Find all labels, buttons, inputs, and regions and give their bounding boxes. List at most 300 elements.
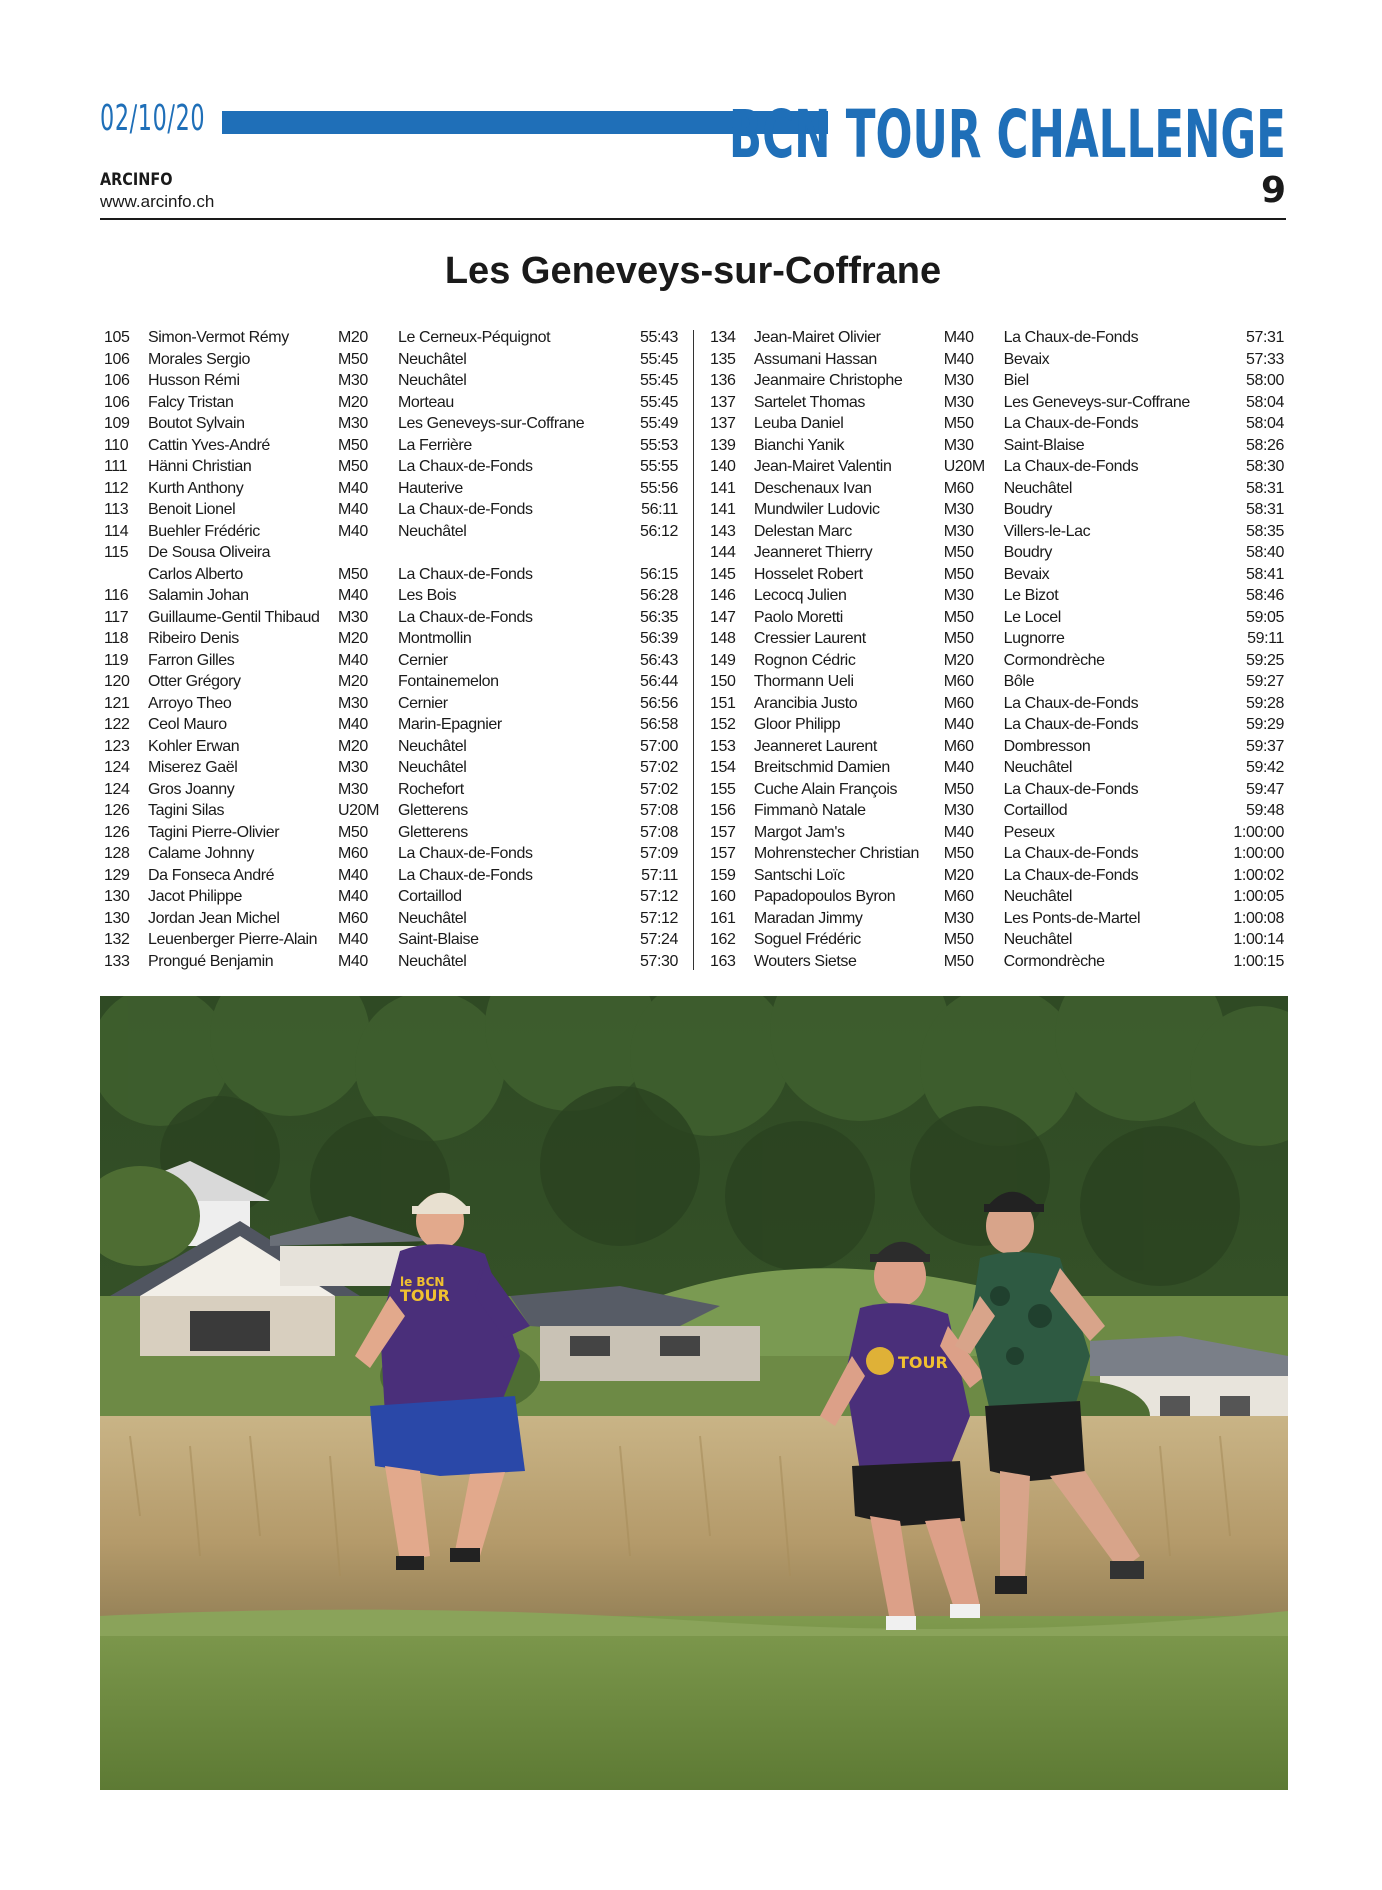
result-time: 58:30 (1245, 458, 1284, 475)
result-category: M40 (943, 823, 974, 841)
result-row (104, 392, 678, 414)
result-category: M30 (943, 501, 974, 518)
result-row (104, 327, 678, 349)
result-row (710, 327, 1284, 349)
result-time: 57:09 (639, 845, 678, 862)
result-category: M60 (943, 694, 974, 712)
section-title: BCN TOUR CHALLENGE (729, 96, 1286, 173)
result-row (104, 714, 678, 736)
result-time: 1:00:15 (1233, 952, 1284, 970)
result-city: Peseux (1003, 823, 1055, 841)
result-rank: 106 (104, 393, 130, 411)
result-row (104, 521, 678, 543)
result-name: Guillaume-Gentil Thibaud (148, 608, 320, 626)
result-rank: 136 (710, 372, 736, 389)
result-rank: 147 (710, 608, 736, 626)
result-row (710, 413, 1284, 435)
result-city: La Chaux-de-Fonds (1003, 845, 1139, 862)
result-category: M20 (338, 630, 368, 647)
result-category: M40 (338, 587, 368, 604)
result-rank: 124 (104, 759, 130, 776)
result-name: Jordan Jean Michel (148, 909, 280, 927)
result-city: Les Geneveys-sur-Coffrane (398, 415, 585, 432)
result-category: M40 (338, 651, 368, 669)
result-rank: 124 (104, 780, 130, 798)
result-category: M20 (338, 673, 368, 690)
result-row (104, 929, 678, 951)
result-name: Thormann Ueli (753, 673, 854, 690)
result-category: M30 (338, 780, 368, 798)
result-city: Les Geneveys-sur-Coffrane (1003, 393, 1190, 411)
result-time: 58:40 (1245, 544, 1284, 561)
result-name: Carlos Alberto (148, 565, 243, 583)
result-city: Les Bois (398, 587, 457, 604)
result-category: M40 (338, 952, 368, 970)
result-city: Morteau (398, 393, 454, 411)
result-time: 58:31 (1245, 479, 1284, 497)
result-time: 1:00:14 (1233, 931, 1284, 948)
result-name: Papadopoulos Byron (753, 888, 896, 905)
result-category: M30 (338, 759, 368, 776)
result-name: Husson Rémi (148, 372, 240, 389)
result-row (104, 585, 678, 607)
result-rank: 106 (104, 372, 130, 389)
result-category: M40 (338, 866, 368, 884)
result-city: Neuchâtel (398, 522, 467, 540)
result-rank: 146 (710, 587, 736, 604)
result-rank: 140 (710, 458, 736, 475)
result-rank: 161 (710, 909, 736, 927)
result-time: 56:56 (639, 694, 678, 712)
result-city: La Chaux-de-Fonds (398, 565, 533, 583)
result-city: La Chaux-de-Fonds (1003, 694, 1139, 712)
result-name: Da Fonseca André (148, 866, 275, 884)
result-row (710, 865, 1284, 887)
result-name: Paolo Moretti (753, 608, 843, 626)
result-time: 56:12 (639, 522, 678, 540)
result-time: 58:26 (1245, 436, 1284, 454)
result-row (710, 370, 1284, 392)
result-row (710, 349, 1284, 371)
result-time: 55:56 (639, 479, 678, 497)
result-time: 57:31 (1245, 329, 1284, 346)
result-rank: 141 (710, 501, 736, 518)
result-rank: 135 (710, 350, 736, 368)
result-name: Benoit Lionel (148, 501, 236, 518)
result-city: Bôle (1003, 673, 1035, 690)
result-time: 59:11 (1247, 630, 1284, 647)
result-row (710, 736, 1284, 758)
result-city: Le Locel (1003, 608, 1061, 626)
result-time: 59:05 (1245, 608, 1284, 626)
result-rank: 118 (104, 630, 129, 647)
result-name: Kohler Erwan (148, 737, 240, 755)
result-city: La Chaux-de-Fonds (398, 608, 533, 626)
result-city: La Chaux-de-Fonds (1003, 415, 1139, 432)
result-city: Boudry (1003, 501, 1052, 518)
results-table-left (104, 327, 678, 972)
issue-date: 02/10/20 (100, 98, 206, 139)
result-time: 59:37 (1245, 737, 1284, 755)
result-city: Hauterive (398, 479, 463, 497)
result-row (104, 564, 678, 586)
page-number: 9 (1260, 170, 1286, 211)
header-rule (100, 218, 1286, 220)
result-time: 58:41 (1245, 565, 1284, 583)
result-rank: 145 (710, 565, 736, 583)
result-city: Rochefort (398, 780, 464, 798)
result-row (104, 435, 678, 457)
result-time: 1:00:08 (1233, 909, 1284, 927)
result-city: Les Ponts-de-Martel (1003, 909, 1141, 927)
result-category: M50 (338, 458, 368, 475)
result-row (104, 607, 678, 629)
result-category: M60 (338, 909, 368, 927)
result-name: Morales Sergio (148, 350, 251, 368)
result-city: Neuchâtel (398, 952, 467, 970)
result-city: La Chaux-de-Fonds (398, 501, 533, 518)
result-name: Delestan Marc (753, 522, 852, 540)
result-time: 57:00 (639, 737, 678, 755)
result-category: M30 (943, 802, 974, 819)
result-row (104, 951, 678, 973)
result-city: Fontainemelon (398, 673, 499, 690)
runners-photo (100, 996, 1288, 1790)
result-rank: 114 (104, 522, 129, 540)
result-time: 57:08 (639, 823, 678, 841)
result-city: Le Bizot (1003, 587, 1059, 604)
result-city: La Chaux-de-Fonds (1003, 716, 1139, 733)
result-row (104, 628, 678, 650)
result-name: Kurth Anthony (148, 479, 244, 497)
result-time: 59:27 (1245, 673, 1284, 690)
result-name: Gros Joanny (148, 780, 235, 798)
result-city: Le Cerneux-Péquignot (398, 329, 551, 346)
result-row (710, 628, 1284, 650)
result-city: La Chaux-de-Fonds (1003, 866, 1139, 884)
result-rank: 152 (710, 716, 736, 733)
result-category: M50 (943, 544, 974, 561)
result-time: 59:47 (1245, 780, 1284, 798)
result-rank: 133 (104, 952, 130, 970)
result-time: 1:00:02 (1233, 866, 1284, 884)
result-city: Villers-le-Lac (1003, 522, 1091, 540)
result-name: Arancibia Justo (753, 694, 858, 712)
result-category: M40 (338, 522, 368, 540)
result-time: 1:00:00 (1233, 845, 1284, 862)
result-name: Farron Gilles (148, 651, 235, 669)
result-city: Neuchâtel (1003, 759, 1073, 776)
result-city: Neuchâtel (398, 759, 467, 776)
result-city: La Chaux-de-Fonds (398, 866, 533, 884)
result-name: Miserez Gaël (148, 759, 238, 776)
result-row (104, 370, 678, 392)
result-category: M40 (338, 888, 368, 905)
result-time: 58:35 (1245, 522, 1284, 540)
result-time: 55:45 (639, 393, 678, 411)
result-row (104, 908, 678, 930)
result-time: 59:25 (1245, 651, 1284, 669)
result-category: M20 (338, 737, 368, 755)
result-row (104, 478, 678, 500)
result-rank: 111 (104, 458, 128, 475)
result-city: Cortaillod (398, 888, 462, 905)
result-category: M40 (943, 759, 974, 776)
result-row (710, 929, 1284, 951)
result-rank: 129 (104, 866, 130, 884)
result-rank: 144 (710, 544, 736, 561)
result-city: Cormondrèche (1003, 952, 1105, 970)
shirt-logo-small: le BCN (400, 1275, 445, 1289)
result-category: M50 (338, 350, 368, 368)
result-row (710, 908, 1284, 930)
result-category: U20M (338, 802, 380, 819)
result-category: M50 (943, 565, 974, 583)
result-category (338, 542, 398, 564)
result-name: Hänni Christian (148, 458, 252, 475)
result-name: Breitschmid Damien (753, 759, 890, 776)
result-row (710, 671, 1284, 693)
result-category: M40 (338, 716, 368, 733)
result-row (104, 779, 678, 801)
result-category: M50 (943, 608, 974, 626)
result-rank: 157 (710, 823, 736, 841)
result-time: 57:30 (639, 952, 678, 970)
result-category: M30 (338, 415, 368, 432)
result-city: Bevaix (1003, 350, 1050, 368)
result-rank (104, 564, 148, 586)
result-time: 56:43 (639, 651, 678, 669)
result-time: 1:00:00 (1233, 823, 1284, 841)
result-rank: 154 (710, 759, 736, 776)
result-category: M60 (943, 737, 974, 755)
result-category: M50 (943, 780, 974, 798)
result-rank: 159 (710, 866, 736, 884)
result-name: Jeanneret Thierry (753, 544, 873, 561)
result-rank: 126 (104, 823, 130, 841)
result-rank: 121 (104, 694, 130, 712)
result-category: M50 (943, 952, 974, 970)
result-rank: 139 (710, 436, 736, 454)
result-row (710, 951, 1284, 973)
result-row (710, 456, 1284, 478)
result-row (710, 521, 1284, 543)
result-time: 59:42 (1245, 759, 1284, 776)
result-category: U20M (943, 458, 985, 475)
result-time: 55:49 (639, 415, 678, 432)
result-city: Gletterens (398, 823, 468, 841)
result-name: Leuenberger Pierre-Alain (148, 931, 318, 948)
result-rank: 151 (710, 694, 736, 712)
result-row (710, 757, 1284, 779)
result-name: Cressier Laurent (753, 630, 866, 647)
result-city: Saint-Blaise (398, 931, 479, 948)
result-category: M60 (943, 888, 974, 905)
result-time: 58:04 (1245, 393, 1284, 411)
result-name: Cattin Yves-André (148, 436, 270, 454)
result-row (104, 349, 678, 371)
result-city: Neuchâtel (1003, 479, 1073, 497)
result-category: M30 (338, 694, 368, 712)
result-name: Cuche Alain François (753, 780, 898, 798)
result-rank: 143 (710, 522, 736, 540)
result-row (710, 499, 1284, 521)
result-city: La Chaux-de-Fonds (1003, 458, 1139, 475)
result-category: M30 (338, 608, 368, 626)
result-city: Bevaix (1003, 565, 1050, 583)
result-category: M30 (943, 372, 974, 389)
result-city: Montmollin (398, 630, 472, 647)
result-time: 55:43 (639, 329, 678, 346)
result-row (710, 822, 1284, 844)
result-category: M40 (943, 329, 974, 346)
result-name: Wouters Sietse (753, 952, 857, 970)
result-name: Deschenaux Ivan (753, 479, 872, 497)
result-city: La Ferrière (398, 436, 472, 454)
result-rank: 105 (104, 329, 130, 346)
result-name: Simon-Vermot Rémy (148, 329, 289, 346)
result-category: M30 (943, 522, 974, 540)
result-time: 59:29 (1245, 716, 1284, 733)
result-name: Bianchi Yanik (753, 436, 845, 454)
result-name: Jean-Mairet Olivier (753, 329, 881, 346)
result-city: Boudry (1003, 544, 1052, 561)
result-rank: 148 (710, 630, 736, 647)
result-city: Neuchâtel (398, 350, 467, 368)
result-name: Tagini Pierre-Olivier (148, 823, 280, 841)
publication-name: ARCINFO (100, 170, 173, 190)
result-city (398, 542, 628, 564)
result-rank: 109 (104, 415, 130, 432)
result-row (710, 779, 1284, 801)
result-category: M50 (943, 630, 974, 647)
result-category: M60 (943, 673, 974, 690)
result-category: M30 (943, 393, 974, 411)
result-category: M30 (943, 587, 974, 604)
result-row (104, 822, 678, 844)
result-time: 57:08 (639, 802, 678, 819)
result-rank: 150 (710, 673, 736, 690)
result-category: M40 (943, 716, 974, 733)
result-category: M30 (943, 436, 974, 454)
result-rank: 160 (710, 888, 736, 905)
result-name: Boutot Sylvain (148, 415, 245, 432)
result-rank: 119 (104, 651, 129, 669)
result-time: 58:46 (1245, 587, 1284, 604)
result-time: 55:55 (639, 458, 678, 475)
result-row (710, 585, 1284, 607)
result-category: M50 (338, 565, 368, 583)
result-rank: 141 (710, 479, 736, 497)
result-rank: 137 (710, 393, 736, 411)
result-name: Hosselet Robert (753, 565, 863, 583)
result-city: Dombresson (1003, 737, 1091, 755)
result-rank: 128 (104, 845, 130, 862)
result-category: M60 (338, 845, 368, 862)
result-row (710, 435, 1284, 457)
result-city: Neuchâtel (1003, 888, 1073, 905)
result-rank: 149 (710, 651, 736, 669)
result-city: Neuchâtel (398, 909, 467, 927)
result-rank: 163 (710, 952, 736, 970)
result-city: La Chaux-de-Fonds (398, 845, 533, 862)
result-rank: 155 (710, 780, 736, 798)
result-category: M50 (338, 823, 368, 841)
result-city: La Chaux-de-Fonds (1003, 329, 1139, 346)
result-city: Gletterens (398, 802, 468, 819)
result-row (710, 693, 1284, 715)
result-category: M40 (338, 931, 368, 948)
result-city: Cortaillod (1003, 802, 1068, 819)
result-category: M50 (943, 415, 974, 432)
result-time: 59:48 (1245, 802, 1284, 819)
result-name: Salamin Johan (148, 587, 249, 604)
result-row (104, 499, 678, 521)
result-row (104, 736, 678, 758)
result-name: Margot Jam's (753, 823, 845, 841)
result-city: La Chaux-de-Fonds (1003, 780, 1139, 798)
result-name: Jean-Mairet Valentin (753, 458, 892, 475)
runners-photo-illustration (100, 996, 1288, 1790)
result-city: La Chaux-de-Fonds (398, 458, 533, 475)
result-row (104, 413, 678, 435)
result-row (104, 542, 678, 564)
result-time: 56:58 (639, 716, 678, 733)
result-row (104, 671, 678, 693)
result-city: Marin-Epagnier (398, 716, 502, 733)
result-time: 58:00 (1245, 372, 1284, 389)
result-time: 58:31 (1245, 501, 1284, 518)
result-rank: 156 (710, 802, 736, 819)
result-name: Calame Johnny (148, 845, 254, 862)
result-row (104, 865, 678, 887)
result-category: M40 (943, 350, 974, 368)
result-time: 56:35 (639, 608, 678, 626)
result-category: M60 (943, 479, 974, 497)
result-category: M20 (943, 651, 974, 669)
result-name: Ribeiro Denis (148, 630, 239, 647)
result-category: M40 (338, 501, 368, 518)
result-category: M20 (943, 866, 974, 884)
result-city: Cernier (398, 694, 448, 712)
result-name: Falcy Tristan (148, 393, 234, 411)
result-name: Jeanneret Laurent (753, 737, 877, 755)
result-row (710, 800, 1284, 822)
result-category: M50 (338, 436, 368, 454)
result-time: 55:53 (639, 436, 678, 454)
result-city: Neuchâtel (398, 737, 467, 755)
result-city: Cormondrèche (1003, 651, 1105, 669)
result-rank: 153 (710, 737, 736, 755)
result-row (104, 693, 678, 715)
result-time: 56:39 (639, 630, 678, 647)
result-rank: 130 (104, 909, 130, 927)
result-name: Mundwiler Ludovic (753, 501, 880, 518)
result-name: Otter Grégory (148, 673, 241, 690)
result-rank: 113 (104, 501, 129, 518)
result-city: Neuchâtel (1003, 931, 1073, 948)
result-city: Lugnorre (1003, 630, 1065, 647)
result-time: 56:11 (641, 501, 678, 518)
result-row (104, 800, 678, 822)
result-category: M20 (338, 393, 368, 411)
result-name: Tagini Silas (148, 802, 225, 819)
column-divider (693, 330, 694, 970)
result-category: M20 (338, 329, 368, 346)
result-row (104, 843, 678, 865)
result-category: M50 (943, 931, 974, 948)
result-rank: 130 (104, 888, 130, 905)
